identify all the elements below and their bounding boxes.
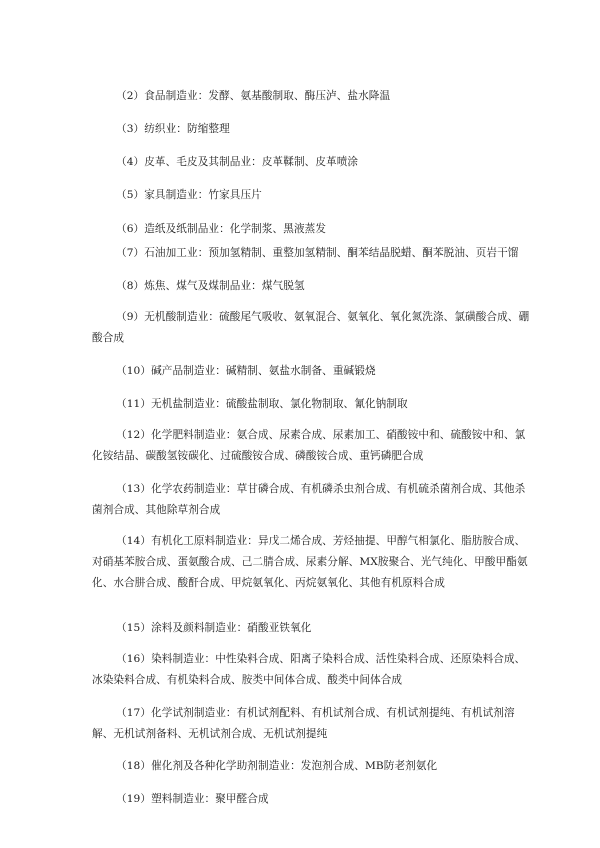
- list-item: （7）石油加工业：预加氢精制、重整加氢精制、酮苯结晶脱蜡、酮苯脱油、页岩干馏: [116, 247, 519, 259]
- list-item: （6）造纸及纸制品业：化学制浆、黑液蒸发: [116, 223, 327, 235]
- list-item: （17）化学试剂制造业：有机试剂配料、有机试剂合成、有机试剂提纯、有机试剂溶解、无机试剂备料、无机试剂合成、无机试剂提纯: [92, 707, 515, 740]
- list-item: （12）化学肥料制造业：氨合成、尿素合成、尿素加工、硝酸铵中和、硫酸铵中和、氯化铵结晶、碳酸氢铵碳化、过硫酸铵合成、磷酸铵合成、重钙磷肥合成: [92, 429, 526, 462]
- list-item: （10）碱产品制造业：碱精制、氨盐水制备、重碱锻烧: [116, 365, 376, 377]
- list-item: （5）家具制造业：竹家具压片: [116, 189, 262, 201]
- list-item: （8）炼焦、煤气及煤制品业：煤气脱氢: [116, 280, 305, 292]
- list-item: （9）无机酸制造业：硫酸尾气吸收、氨氧混合、氨氧化、氧化氮洗涤、氯磺酸合成、硼酸合成: [92, 311, 530, 344]
- list-item: （2）食品制造业：发酵、氨基酸制取、酶压泸、盐水降温: [116, 90, 391, 102]
- list-item: （16）染料制造业：中性染料合成、阳离子染料合成、活性染料合成、还原染料合成、冰染染料合成、有机染料合成、胺类中间体合成、酸类中间体合成: [92, 653, 526, 686]
- list-item: （3）纺织业：防缩整理: [116, 123, 230, 135]
- list-item: （13）化学农药制造业：草甘磷合成、有机磷杀虫剂合成、有机硫杀菌剂合成、其他杀菌剂合成、其他除草剂合成: [92, 483, 526, 516]
- list-item: （18）催化剂及各种化学助剂制造业：发泡剂合成、MB防老剂氨化: [116, 760, 438, 772]
- list-item: （4）皮革、毛皮及其制品业：皮革鞣制、皮革喷涂: [116, 156, 359, 168]
- list-item: （11）无机盐制造业：硫酸盐制取、氯化物制取、氰化钠制取: [116, 398, 408, 410]
- list-item: （15）涂料及颜料制造业：硝酸亚铁氧化: [116, 622, 312, 634]
- list-item: （14）有机化工原料制造业：异戊二烯合成、芳烃抽提、甲醇气相氯化、脂肪胺合成、对硝基苯胺合成、蛋氨酸合成、己二腈合成、尿素分解、MX胺聚合、光气纯化、甲酸甲酯氨化、水合肼合成、酸酐合成、甲烷氨氧化、丙烷氨氧化、其他有机原料合成: [92, 535, 528, 589]
- list-item: （19）塑料制造业：聚甲醛合成: [116, 793, 269, 805]
